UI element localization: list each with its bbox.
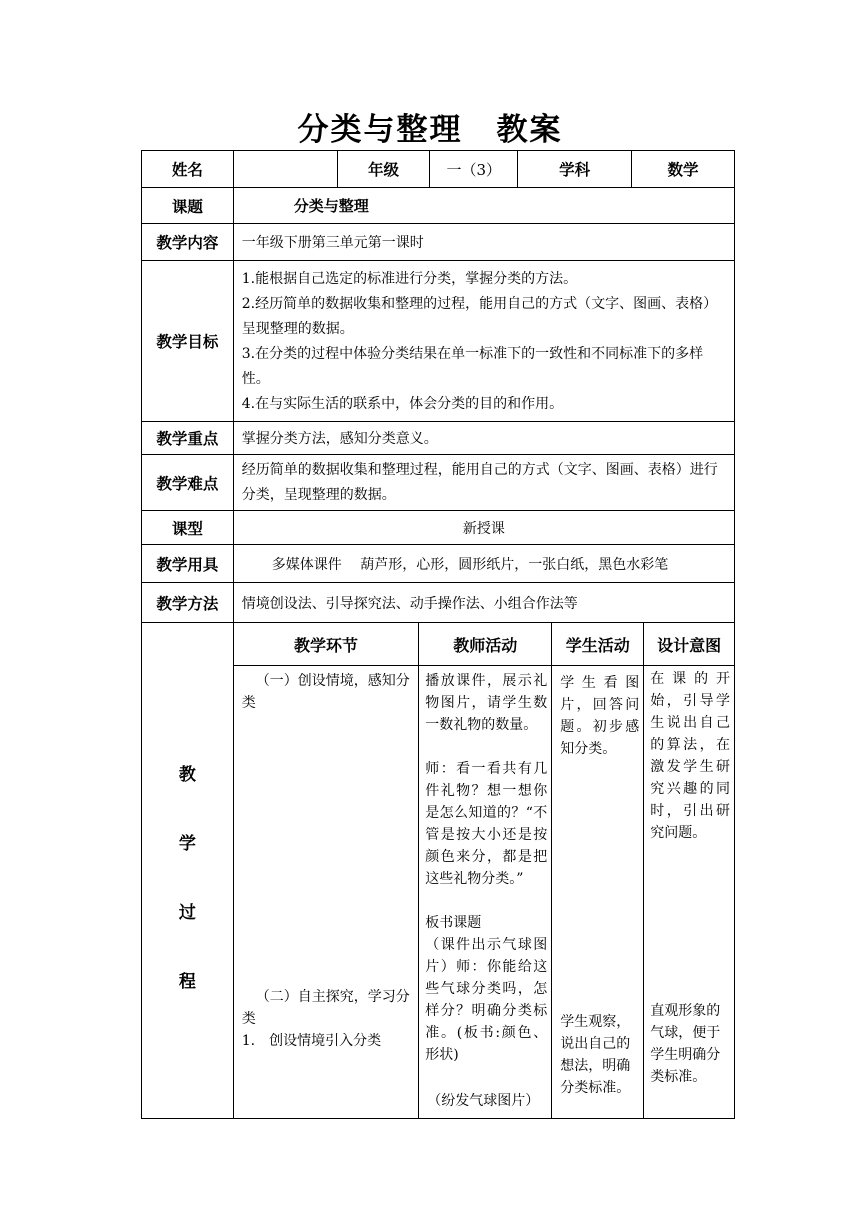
process-char: 程	[178, 971, 196, 992]
subject-label: 学科	[518, 151, 632, 188]
goal-item: 3.在分类的过程中体验分类结果在单一标准下的一致性和不同标准下的多样性。	[241, 346, 704, 387]
content-row	[142, 224, 735, 261]
stage2-sub-step: 1. 创设情境引入分类	[241, 1033, 382, 1049]
stage2-teacher-a: （课件出示气球图片）师：你能给这些气球分类吗，怎样分？明确分类标准。(板书:颜色、形状)	[425, 937, 548, 1063]
key-points-value: 掌握分类方法，感知分类意义。	[233, 422, 734, 455]
col-header-teacher: 教师活动	[419, 623, 552, 666]
step-cell	[234, 666, 419, 1119]
difficulties-label: 教学难点	[142, 455, 234, 511]
name-label: 姓名	[142, 151, 234, 188]
topic-row	[142, 188, 735, 224]
col-header-step: 教学环节	[234, 623, 419, 666]
content-label: 教学内容	[142, 224, 234, 261]
goal-item: 1.能根据自己选定的标准进行分类，掌握分类的方法。	[241, 271, 578, 287]
difficulties-row	[142, 455, 735, 511]
goals-row	[142, 261, 735, 422]
process-header-row	[234, 623, 734, 666]
page-title	[0, 104, 860, 149]
tools-label: 教学用具	[142, 545, 234, 583]
lesson-plan-table	[141, 150, 735, 1119]
stage1-teacher-b: 师：看一看共有几件礼物？想一想你是怎么知道的？“不管是按大小还是按颜色来分，都是把这些礼物分类。”	[425, 761, 548, 887]
stage1-intent: 在课的开始，引导学生说出自己的算法，在激发学生研究兴趣的同时，引出研究问题。	[650, 671, 730, 841]
student-cell	[552, 666, 644, 1119]
process-char: 教	[178, 764, 196, 785]
lesson-type-value: 新授课	[233, 511, 734, 545]
process-body-row	[234, 666, 734, 1119]
process-char: 过	[178, 902, 196, 923]
process-label	[142, 623, 234, 1119]
col-header-student: 学生活动	[552, 623, 644, 666]
methods-value: 情境创设法、引导探究法、动手操作法、小组合作法等	[233, 583, 734, 623]
key-points-row	[142, 422, 735, 455]
topic-value: 分类与整理	[233, 188, 734, 224]
subject-value: 数学	[632, 151, 735, 188]
intent-cell	[644, 666, 734, 1119]
title-main: 分类与整理	[297, 112, 463, 148]
process-table	[234, 623, 734, 1118]
board-title: 板书课题	[425, 915, 482, 931]
grade-value: 一（3）	[430, 151, 518, 188]
name-value	[233, 151, 337, 188]
stage1-student: 学生看图片，回答问题。初步感知分类。	[560, 675, 640, 757]
goals-label: 教学目标	[142, 261, 234, 422]
process-row	[142, 623, 735, 1119]
grade-label: 年级	[337, 151, 430, 188]
goal-item: 2.经历简单的数据收集和整理的过程，能用自己的方式（文字、图画、表格）呈现整理的数据。	[241, 296, 718, 337]
teacher-cell	[419, 666, 552, 1119]
goals-list	[233, 261, 734, 422]
stage1-teacher-a: 播放课件，展示礼物图片，请学生数一数礼物的数量。	[425, 673, 548, 733]
methods-row	[142, 583, 735, 623]
stage2-teacher-b: （纷发气球图片）	[427, 1093, 540, 1109]
header-row	[142, 151, 735, 188]
content-value: 一年级下册第三单元第一课时	[233, 224, 734, 261]
difficulties-value: 经历简单的数据收集和整理过程，能用自己的方式（文字、图画、表格）进行分类，呈现整理的数据。	[233, 455, 734, 511]
methods-label: 教学方法	[142, 583, 234, 623]
goal-item: 4.在与实际生活的联系中，体会分类的目的和作用。	[241, 396, 564, 412]
stage2-intent: 直观形象的气球，便于学生明确分类标准。	[650, 1003, 721, 1085]
col-header-intent: 设计意图	[644, 623, 734, 666]
lesson-type-label: 课型	[142, 511, 234, 545]
stage2-student: 学生观察，说出自己的想法，明确分类标准。	[560, 1014, 631, 1096]
tools-row	[142, 545, 735, 583]
stage1-step: （一）创设情境，感知分类	[241, 673, 410, 711]
tools-value: 多媒体课件 葫芦形，心形，圆形纸片，一张白纸，黑色水彩笔	[233, 545, 734, 583]
key-points-label: 教学重点	[142, 422, 234, 455]
process-content	[233, 623, 734, 1119]
lesson-type-row	[142, 511, 735, 545]
stage2-step: （二）自主探究，学习分类	[241, 989, 410, 1027]
process-char: 学	[178, 833, 196, 854]
title-suffix: 教案	[496, 112, 563, 148]
topic-label: 课题	[142, 188, 234, 224]
